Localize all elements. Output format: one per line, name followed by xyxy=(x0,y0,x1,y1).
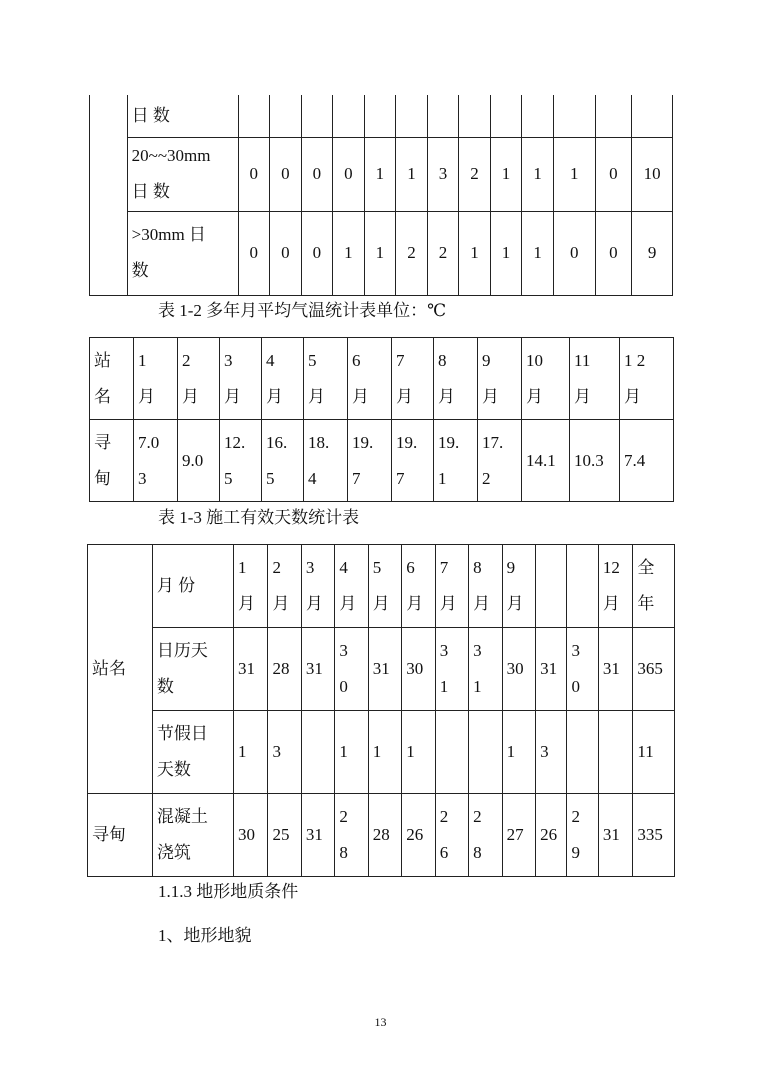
months-header-row xyxy=(88,545,675,628)
month-header-cell: 5 月 xyxy=(304,338,348,420)
row-label-cell: 混凝土 浇筑 xyxy=(152,794,233,877)
days-value-cell: 30 xyxy=(402,628,435,711)
concrete-pouring-row xyxy=(88,794,675,877)
month-header-cell xyxy=(567,545,598,628)
month-header-cell: 9 月 xyxy=(478,338,522,420)
rainfall-days-table xyxy=(89,95,673,296)
temperature-cell: 7.0 3 xyxy=(134,420,178,502)
month-header-cell: 11 月 xyxy=(570,338,620,420)
days-value-cell: 31 xyxy=(233,628,267,711)
rainfall-value-cell: 0 xyxy=(301,211,333,295)
rainfall-value-cell: 1 xyxy=(333,211,365,295)
rainfall-value-cell: 1 xyxy=(459,211,491,295)
month-header-cell: 2 月 xyxy=(268,545,301,628)
rainfall-value-cell xyxy=(396,95,428,137)
month-header-cell: 3 月 xyxy=(220,338,262,420)
days-value-cell: 31 xyxy=(368,628,401,711)
rainfall-row xyxy=(90,211,673,295)
rainfall-value-cell xyxy=(364,95,396,137)
month-header-cell: 7 月 xyxy=(435,545,468,628)
days-value-cell: 26 xyxy=(402,794,435,877)
rainfall-value-cell: 0 xyxy=(270,211,302,295)
temperature-cell: 14.1 xyxy=(522,420,570,502)
calendar-days-row xyxy=(88,628,675,711)
rainfall-value-cell: 2 xyxy=(396,211,428,295)
month-header-cell: 12 月 xyxy=(598,545,632,628)
days-value-cell: 30 xyxy=(502,628,535,711)
temperature-data-row xyxy=(90,420,674,502)
days-value-cell: 11 xyxy=(633,711,675,794)
rainfall-value-cell: 2 xyxy=(427,211,459,295)
rainfall-value-cell: 0 xyxy=(595,211,632,295)
month-header-cell: 1 月 xyxy=(134,338,178,420)
rainfall-value-cell: 1 xyxy=(396,137,428,211)
days-value-cell: 3 xyxy=(536,711,567,794)
monthly-temperature-table xyxy=(89,337,674,502)
station-header-cell: 站名 xyxy=(88,545,153,794)
construction-days-table xyxy=(87,544,675,877)
rainfall-value-cell xyxy=(270,95,302,137)
station-header-cell: 站 名 xyxy=(90,338,134,420)
table-1-3-caption: 表 1-3 施工有效天数统计表 xyxy=(158,508,360,527)
days-value-cell: 1 xyxy=(335,711,368,794)
month-header-cell: 8 月 xyxy=(469,545,502,628)
days-value-cell xyxy=(435,711,468,794)
days-value-cell: 3 0 xyxy=(335,628,368,711)
page-number: 13 xyxy=(374,1015,387,1029)
rainfall-value-cell xyxy=(333,95,365,137)
days-value-cell: 1 xyxy=(233,711,267,794)
days-value-cell xyxy=(301,711,334,794)
rainfall-value-cell: 0 xyxy=(333,137,365,211)
temperature-cell: 18. 4 xyxy=(304,420,348,502)
month-header-cell: 8 月 xyxy=(434,338,478,420)
rainfall-value-cell: 1 xyxy=(364,211,396,295)
days-value-cell: 3 1 xyxy=(435,628,468,711)
days-value-cell: 31 xyxy=(301,628,334,711)
month-header-cell: 5 月 xyxy=(368,545,401,628)
station-name-cell: 寻 甸 xyxy=(90,420,134,502)
month-header-cell: 4 月 xyxy=(335,545,368,628)
rainfall-value-cell xyxy=(238,95,270,137)
days-value-cell: 26 xyxy=(536,794,567,877)
station-name-cell: 寻甸 xyxy=(88,794,153,877)
days-value-cell: 1 xyxy=(502,711,535,794)
temperature-cell: 10.3 xyxy=(570,420,620,502)
temperature-cell: 7.4 xyxy=(620,420,674,502)
rainfall-value-cell: 10 xyxy=(632,137,673,211)
month-header-cell: 2 月 xyxy=(178,338,220,420)
rainfall-value-cell: 3 xyxy=(427,137,459,211)
days-value-cell: 28 xyxy=(268,628,301,711)
temperature-cell: 19. 1 xyxy=(434,420,478,502)
holiday-days-row xyxy=(88,711,675,794)
days-value-cell: 30 xyxy=(233,794,267,877)
rainfall-value-cell xyxy=(490,95,522,137)
month-header-cell xyxy=(536,545,567,628)
rainfall-value-cell: 0 xyxy=(301,137,333,211)
rainfall-value-cell xyxy=(595,95,632,137)
rainfall-row xyxy=(90,95,673,137)
rainfall-value-cell: 1 xyxy=(522,211,554,295)
subsection-heading: 1、地形地貌 xyxy=(158,926,252,945)
rainfall-value-cell: 0 xyxy=(238,137,270,211)
days-value-cell xyxy=(567,711,598,794)
days-value-cell: 28 xyxy=(368,794,401,877)
month-header-cell: 1 月 xyxy=(233,545,267,628)
days-value-cell xyxy=(469,711,502,794)
days-value-cell: 3 1 xyxy=(469,628,502,711)
rainfall-value-cell: 0 xyxy=(595,137,632,211)
days-value-cell xyxy=(598,711,632,794)
rainfall-value-cell: 1 xyxy=(490,137,522,211)
rainfall-row-label: 日 数 xyxy=(127,95,238,137)
days-value-cell: 335 xyxy=(633,794,675,877)
rainfall-value-cell xyxy=(553,95,595,137)
temperature-cell: 17. 2 xyxy=(478,420,522,502)
rainfall-days-table-body xyxy=(90,95,673,295)
rainfall-row-label: >30mm 日 数 xyxy=(127,211,238,295)
rainfall-value-cell: 0 xyxy=(238,211,270,295)
days-value-cell: 31 xyxy=(301,794,334,877)
temperature-cell: 19. 7 xyxy=(348,420,392,502)
row-label-cell: 节假日 天数 xyxy=(152,711,233,794)
month-header-cell: 6 月 xyxy=(348,338,392,420)
days-value-cell: 2 9 xyxy=(567,794,598,877)
rainfall-value-cell: 0 xyxy=(270,137,302,211)
rainfall-value-cell xyxy=(459,95,491,137)
rainfall-value-cell: 1 xyxy=(490,211,522,295)
row-label-cell: 日历天 数 xyxy=(152,628,233,711)
days-value-cell: 3 0 xyxy=(567,628,598,711)
rainfall-value-cell: 2 xyxy=(459,137,491,211)
days-value-cell: 365 xyxy=(633,628,675,711)
rainfall-value-cell xyxy=(632,95,673,137)
blank-station-cell xyxy=(90,95,128,295)
rainfall-value-cell: 1 xyxy=(522,137,554,211)
temperature-cell: 19. 7 xyxy=(392,420,434,502)
month-header-cell: 10 月 xyxy=(522,338,570,420)
rainfall-value-cell: 0 xyxy=(553,211,595,295)
days-value-cell: 31 xyxy=(598,794,632,877)
table-1-2-caption: 表 1-2 多年月平均气温统计表单位：℃ xyxy=(158,301,447,320)
month-header-cell: 1 2 月 xyxy=(620,338,674,420)
rainfall-value-cell: 1 xyxy=(553,137,595,211)
days-value-cell: 31 xyxy=(536,628,567,711)
month-header-cell: 全 年 xyxy=(633,545,675,628)
days-value-cell: 1 xyxy=(368,711,401,794)
rainfall-value-cell xyxy=(427,95,459,137)
rainfall-row-label: 20~~30mm 日 数 xyxy=(127,137,238,211)
temperature-cell: 16. 5 xyxy=(262,420,304,502)
temperature-cell: 9.0 xyxy=(178,420,220,502)
rainfall-value-cell xyxy=(522,95,554,137)
days-value-cell: 31 xyxy=(598,628,632,711)
section-heading: 1.1.3 地形地质条件 xyxy=(158,882,299,901)
rainfall-value-cell: 9 xyxy=(632,211,673,295)
temperature-header-row xyxy=(90,338,674,420)
temperature-cell: 12. 5 xyxy=(220,420,262,502)
month-header-cell: 3 月 xyxy=(301,545,334,628)
rainfall-row xyxy=(90,137,673,211)
month-header-cell: 9 月 xyxy=(502,545,535,628)
month-header-cell: 6 月 xyxy=(402,545,435,628)
rainfall-value-cell: 1 xyxy=(364,137,396,211)
days-value-cell: 2 8 xyxy=(335,794,368,877)
month-header-cell: 4 月 xyxy=(262,338,304,420)
days-value-cell: 25 xyxy=(268,794,301,877)
month-header-label: 月 份 xyxy=(152,545,233,628)
days-value-cell: 2 6 xyxy=(435,794,468,877)
month-header-cell: 7 月 xyxy=(392,338,434,420)
days-value-cell: 3 xyxy=(268,711,301,794)
rainfall-value-cell xyxy=(301,95,333,137)
days-value-cell: 1 xyxy=(402,711,435,794)
days-value-cell: 27 xyxy=(502,794,535,877)
days-value-cell: 2 8 xyxy=(469,794,502,877)
